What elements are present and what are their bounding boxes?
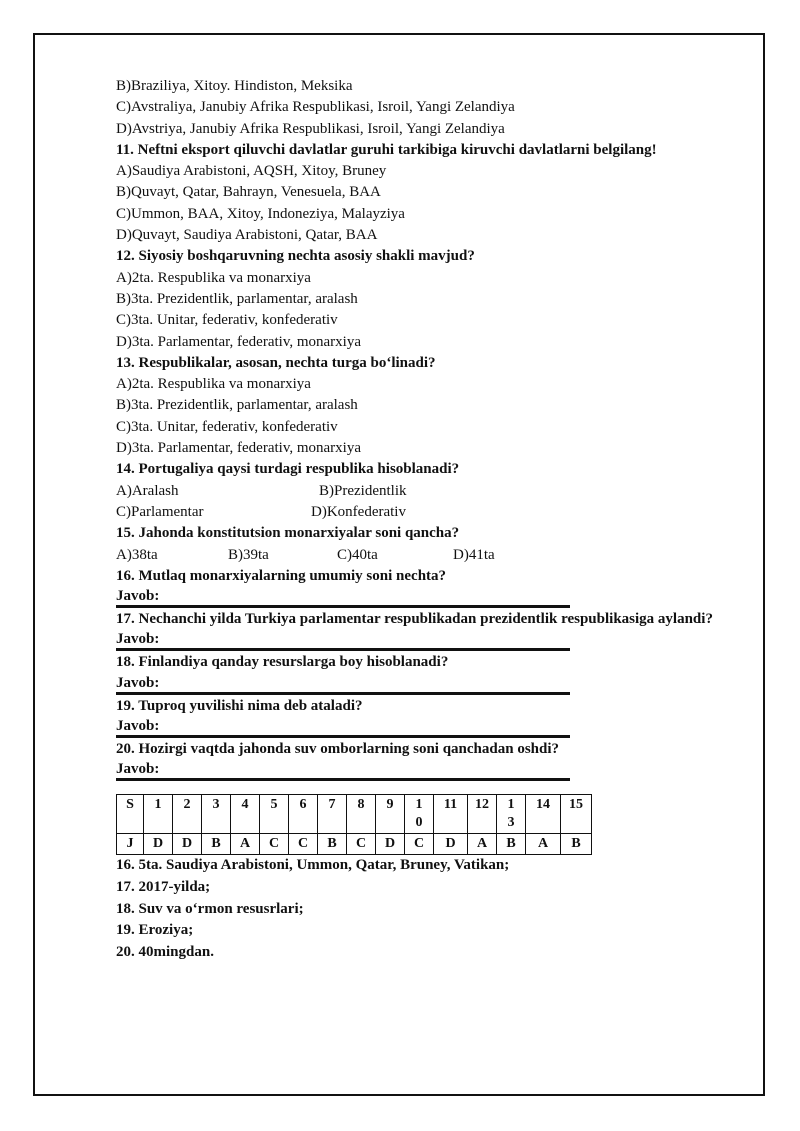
key-cell: 12: [468, 795, 497, 834]
solution-16: 16. 5ta. Saudiya Arabistoni, Ummon, Qatar, Bruney, Vatikan;: [116, 857, 510, 874]
option-line: C)Ummon, BAA, Xitoy, Indoneziya, Malayziya: [116, 205, 405, 222]
key-cell: 3: [202, 795, 231, 834]
option-c: C)Parlamentar: [116, 503, 204, 520]
option-line: A)2ta. Respublika va monarxiya: [116, 269, 311, 286]
question-12: 12. Siyosiy boshqaruvning nechta asosiy shakli mavjud?: [116, 248, 475, 265]
key-cell: B: [318, 834, 347, 855]
option-c: C)40ta: [337, 546, 378, 563]
solution-17: 17. 2017-yilda;: [116, 878, 211, 895]
answer-label: Javob:: [116, 718, 160, 735]
answer-underline: [116, 648, 570, 651]
key-cell: 1: [144, 795, 173, 834]
key-cell: 7: [318, 795, 347, 834]
options-row: [116, 545, 736, 566]
key-cell: C: [260, 834, 289, 855]
option-line: C)Avstraliya, Janubiy Afrika Respublikasi, Isroil, Yangi Zelandiya: [116, 99, 515, 116]
key-cell: A: [231, 834, 260, 855]
question-17: 17. Nechanchi yilda Turkiya parlamentar respublikadan prezidentlik respublikasiga aylandi?: [116, 611, 713, 628]
option-line: A)2ta. Respublika va monarxiya: [116, 376, 311, 393]
question-19: 19. Tuproq yuvilishi nima deb ataladi?: [116, 697, 363, 714]
question-13: 13. Respublikalar, asosan, nechta turga bo‘linadi?: [116, 354, 436, 371]
answer-key-answers-row: [117, 834, 592, 855]
key-cell: B: [561, 834, 592, 855]
key-cell: 1 3: [497, 795, 526, 834]
answer-underline: [116, 605, 570, 608]
solution-20: 20. 40mingdan.: [116, 943, 214, 960]
key-cell: 2: [173, 795, 202, 834]
solution-19: 19. Eroziya;: [116, 922, 194, 939]
key-cell: D: [173, 834, 202, 855]
key-cell: B: [202, 834, 231, 855]
options-row: [116, 502, 736, 523]
key-cell: A: [468, 834, 497, 855]
key-cell: J: [117, 834, 144, 855]
answer-key-table: [116, 794, 592, 855]
option-line: B)3ta. Prezidentlik, parlamentar, aralash: [116, 397, 358, 414]
question-16: 16. Mutlaq monarxiyalarning umumiy soni nechta?: [116, 567, 447, 584]
answer-line: [116, 674, 736, 694]
question-15: 15. Jahonda konstitutsion monarxiyalar soni qancha?: [116, 525, 460, 542]
key-cell: D: [376, 834, 405, 855]
option-line: A)Saudiya Arabistoni, AQSH, Xitoy, Bruney: [116, 163, 387, 180]
question-18: 18. Finlandiya qanday resurslarga boy hisoblanadi?: [116, 654, 449, 671]
option-a: A)Aralash: [116, 482, 179, 499]
answer-line: [116, 587, 736, 607]
key-cell: 14: [526, 795, 561, 834]
key-cell: D: [434, 834, 468, 855]
key-cell: C: [347, 834, 376, 855]
option-a: A)38ta: [116, 546, 158, 563]
key-cell: S: [117, 795, 144, 834]
options-row: [116, 481, 736, 502]
key-cell: 8: [347, 795, 376, 834]
option-line: D)Avstriya, Janubiy Afrika Respublikasi, Isroil, Yangi Zelandiya: [116, 120, 505, 137]
answer-label: Javob:: [116, 674, 160, 691]
question-11: 11. Neftni eksport qiluvchi davlatlar guruhi tarkibiga kiruvchi davlatlarni belgilang!: [116, 141, 657, 158]
answer-line: [116, 717, 736, 737]
question-14: 14. Portugaliya qaysi turdagi respublika hisoblanadi?: [116, 461, 460, 478]
option-line: B)Braziliya, Xitoy. Hindiston, Meksika: [116, 78, 353, 94]
option-line: B)3ta. Prezidentlik, parlamentar, aralash: [116, 290, 358, 307]
answer-underline: [116, 778, 570, 781]
key-cell: C: [289, 834, 318, 855]
option-b: B)39ta: [228, 546, 269, 563]
key-cell: 4: [231, 795, 260, 834]
key-cell: D: [144, 834, 173, 855]
key-cell: 15: [561, 795, 592, 834]
answer-label: Javob:: [116, 631, 160, 648]
key-cell: A: [526, 834, 561, 855]
option-line: D)Quvayt, Saudiya Arabistoni, Qatar, BAA: [116, 227, 378, 244]
option-line: D)3ta. Parlamentar, federativ, monarxiya: [116, 440, 361, 457]
key-cell: 6: [289, 795, 318, 834]
answer-label: Javob:: [116, 588, 160, 605]
key-cell: 1 0: [405, 795, 434, 834]
answer-key-header-row: [117, 795, 592, 834]
answer-line: [116, 630, 736, 650]
answer-line: [116, 760, 736, 780]
key-cell: C: [405, 834, 434, 855]
option-line: C)3ta. Unitar, federativ, konfederativ: [116, 312, 338, 329]
option-b: B)Prezidentlik: [319, 482, 407, 499]
option-line: B)Quvayt, Qatar, Bahrayn, Venesuela, BAA: [116, 184, 381, 201]
key-cell: 5: [260, 795, 289, 834]
option-line: D)3ta. Parlamentar, federativ, monarxiya: [116, 333, 361, 350]
question-20: 20. Hozirgi vaqtda jahonda suv omborlarning soni qanchadan oshdi?: [116, 741, 560, 758]
key-cell: 11: [434, 795, 468, 834]
answer-underline: [116, 735, 570, 738]
key-cell: B: [497, 834, 526, 855]
option-d: D)Konfederativ: [311, 503, 406, 520]
answer-label: Javob:: [116, 761, 160, 778]
key-cell: 9: [376, 795, 405, 834]
test-content: [116, 76, 736, 963]
option-d: D)41ta: [453, 546, 495, 563]
option-line: C)3ta. Unitar, federativ, konfederativ: [116, 418, 338, 435]
answer-underline: [116, 692, 570, 695]
solution-18: 18. Suv va o‘rmon resusrlari;: [116, 900, 304, 917]
